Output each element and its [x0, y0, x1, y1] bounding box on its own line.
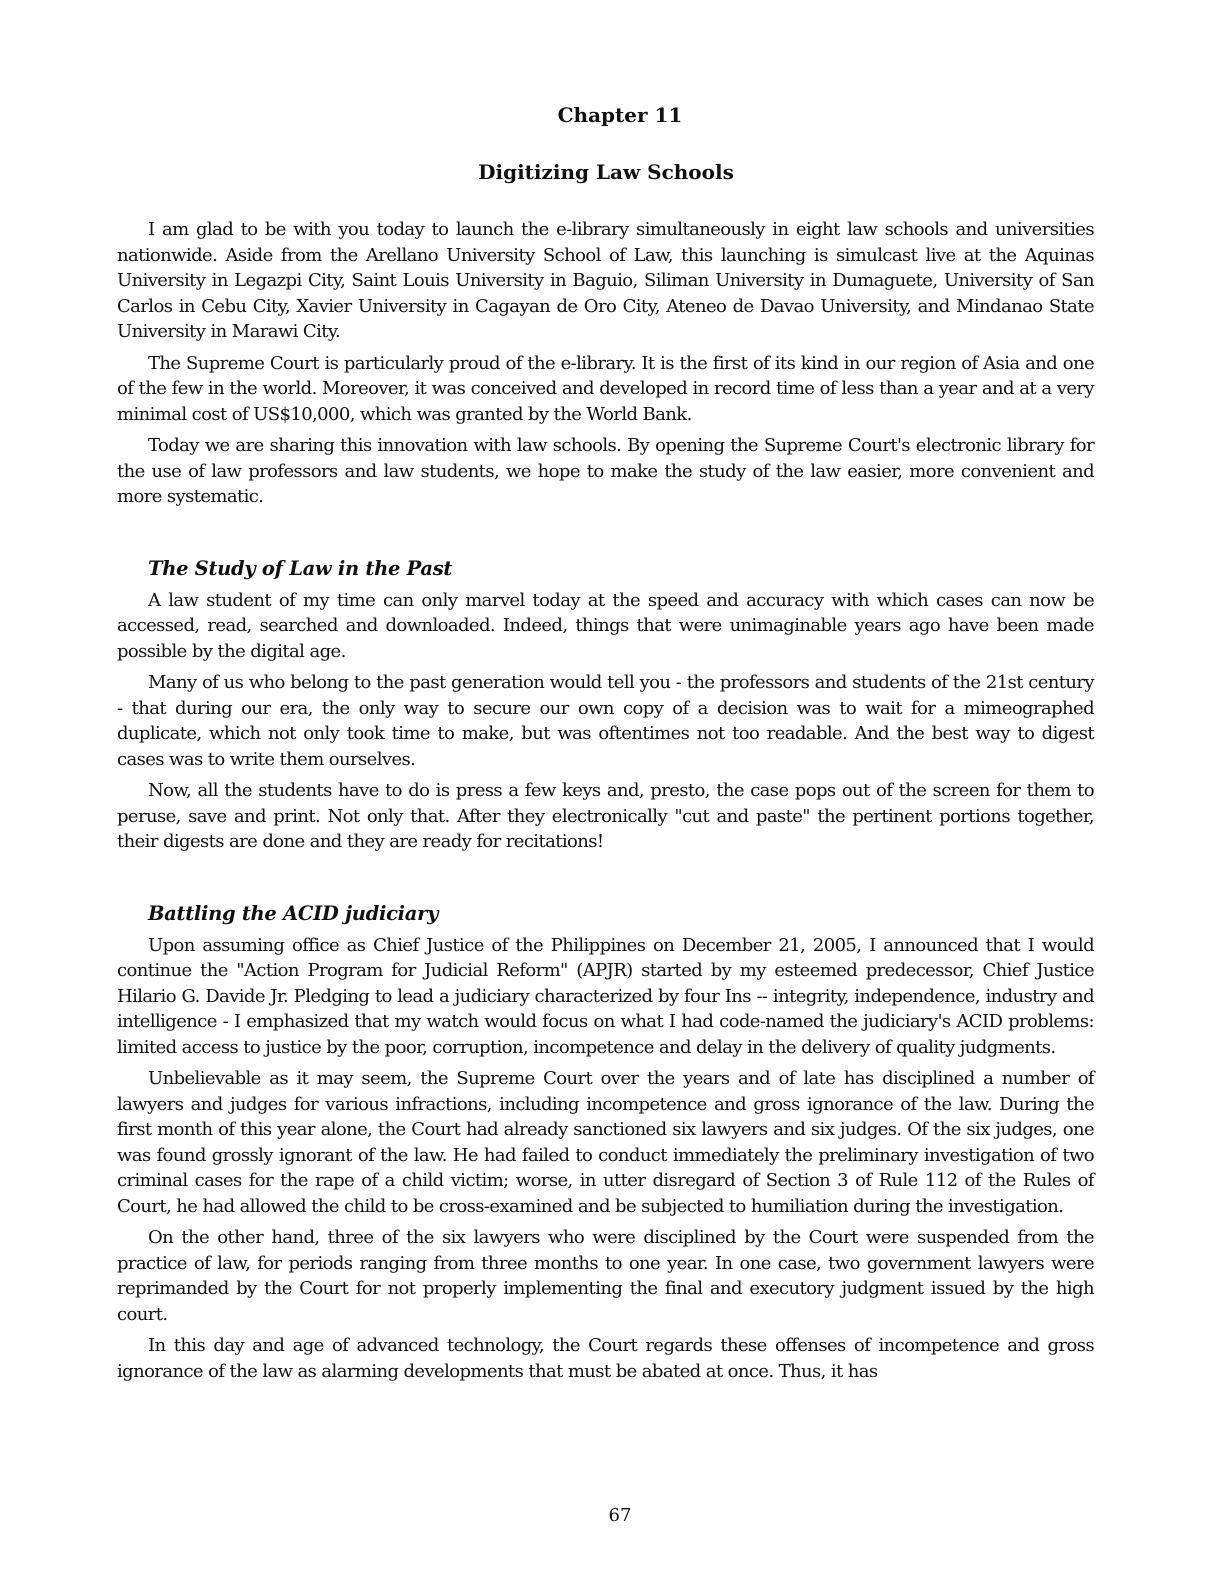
section-paragraph: In this day and age of advanced technology, the Court regards these offenses of incompetence and gross ignorance of the law as alarming developments that must be abated at once. Thus, it has [117, 1335, 1094, 1382]
section-paragraph: Now, all the students have to do is press a few keys and, presto, the case pops out of the screen for them to peruse, save and print. Not only that. After they electronically "cut and paste" the pertinent portions together, their digests are done and they are ready for recitations! [117, 780, 1094, 852]
section-heading: Battling the ACID judiciary [148, 901, 439, 925]
section-heading: The Study of Law in the Past [148, 556, 453, 580]
chapter-title: Digitizing Law Schools [478, 160, 734, 184]
section-paragraph: Unbelievable as it may seem, the Supreme Court over the years and of late has disciplined a number of lawyers and judges for various infractions, including incompetence and gross ignorance of the law. During the first month of this year alone, the Court had already sanctioned six lawyers and six judges. Of the six judges, one was found grossly ignorant of the law. He had failed to conduct immediately the preliminary investigation of two criminal cases for the rape of a child victim; worse, in utter disregard of Section 3 of Rule 112 of the Rules of Court, he had allowed the child to be cross-examined and be subjected to humiliation during the investigation. [117, 1068, 1094, 1217]
intro-paragraph: I am glad to be with you today to launch the e-library simultaneously in eight law schools and universities nationwide. Aside from the Arellano University School of Law, this launching is simulcast live at the Aquinas University in Legazpi City, Saint Louis University in Baguio, Siliman University in Dumaguete, University of San Carlos in Cebu City, Xavier University in Cagayan de Oro City, Ateneo de Davao University, and Mindanao State University in Marawi City. [117, 219, 1094, 342]
page-number: 67 [608, 1505, 632, 1526]
chapter-label: Chapter 11 [557, 103, 683, 127]
page-body [117, 217, 1094, 1390]
section-paragraph: A law student of my time can only marvel today at the speed and accuracy with which cases can now be accessed, read, searched and downloaded. Indeed, things that were unimaginable years ago have been made possible by the digital age. [117, 589, 1094, 662]
intro-paragraph: Today we are sharing this innovation with law schools. By opening the Supreme Court's electronic library for the use of law professors and law students, we hope to make the study of the law easier, more convenient and more systematic. [117, 435, 1094, 507]
section-paragraph: Many of us who belong to the past generation would tell you - the professors and students of the 21st century - that during our era, the only way to secure our own copy of a decision was to wait for a mimeographed duplicate, which not only took time to make, but was oftentimes not too readable. And the best way to digest cases was to write them ourselves. [117, 672, 1094, 770]
intro-paragraph: The Supreme Court is particularly proud of the e-library. It is the first of its kind in our region of Asia and one of the few in the world. Moreover, it was conceived and developed in record time of less than a year and at a very minimal cost of US$10,000, which was granted by the World Bank. [117, 352, 1094, 425]
section-paragraph: On the other hand, three of the six lawyers who were disciplined by the Court were suspended from the practice of law, for periods ranging from three months to one year. In one case, two government lawyers were reprimanded by the Court for not properly implementing the final and executory judgment issued by the high court. [117, 1227, 1094, 1325]
section-paragraph: Upon assuming office as Chief Justice of the Philippines on December 21, 2005, I announced that I would continue the "Action Program for Judicial Reform" (APJR) started by my esteemed predecessor, Chief Justice Hilario G. Davide Jr. Pledging to lead a judiciary characterized by four Ins -- integrity, independence, industry and intelligence - I emphasized that my watch would focus on what I had code-named the judiciary's ACID problems: limited access to justice by the poor, corruption, incompetence and delay in the delivery of quality judgments. [117, 934, 1094, 1058]
